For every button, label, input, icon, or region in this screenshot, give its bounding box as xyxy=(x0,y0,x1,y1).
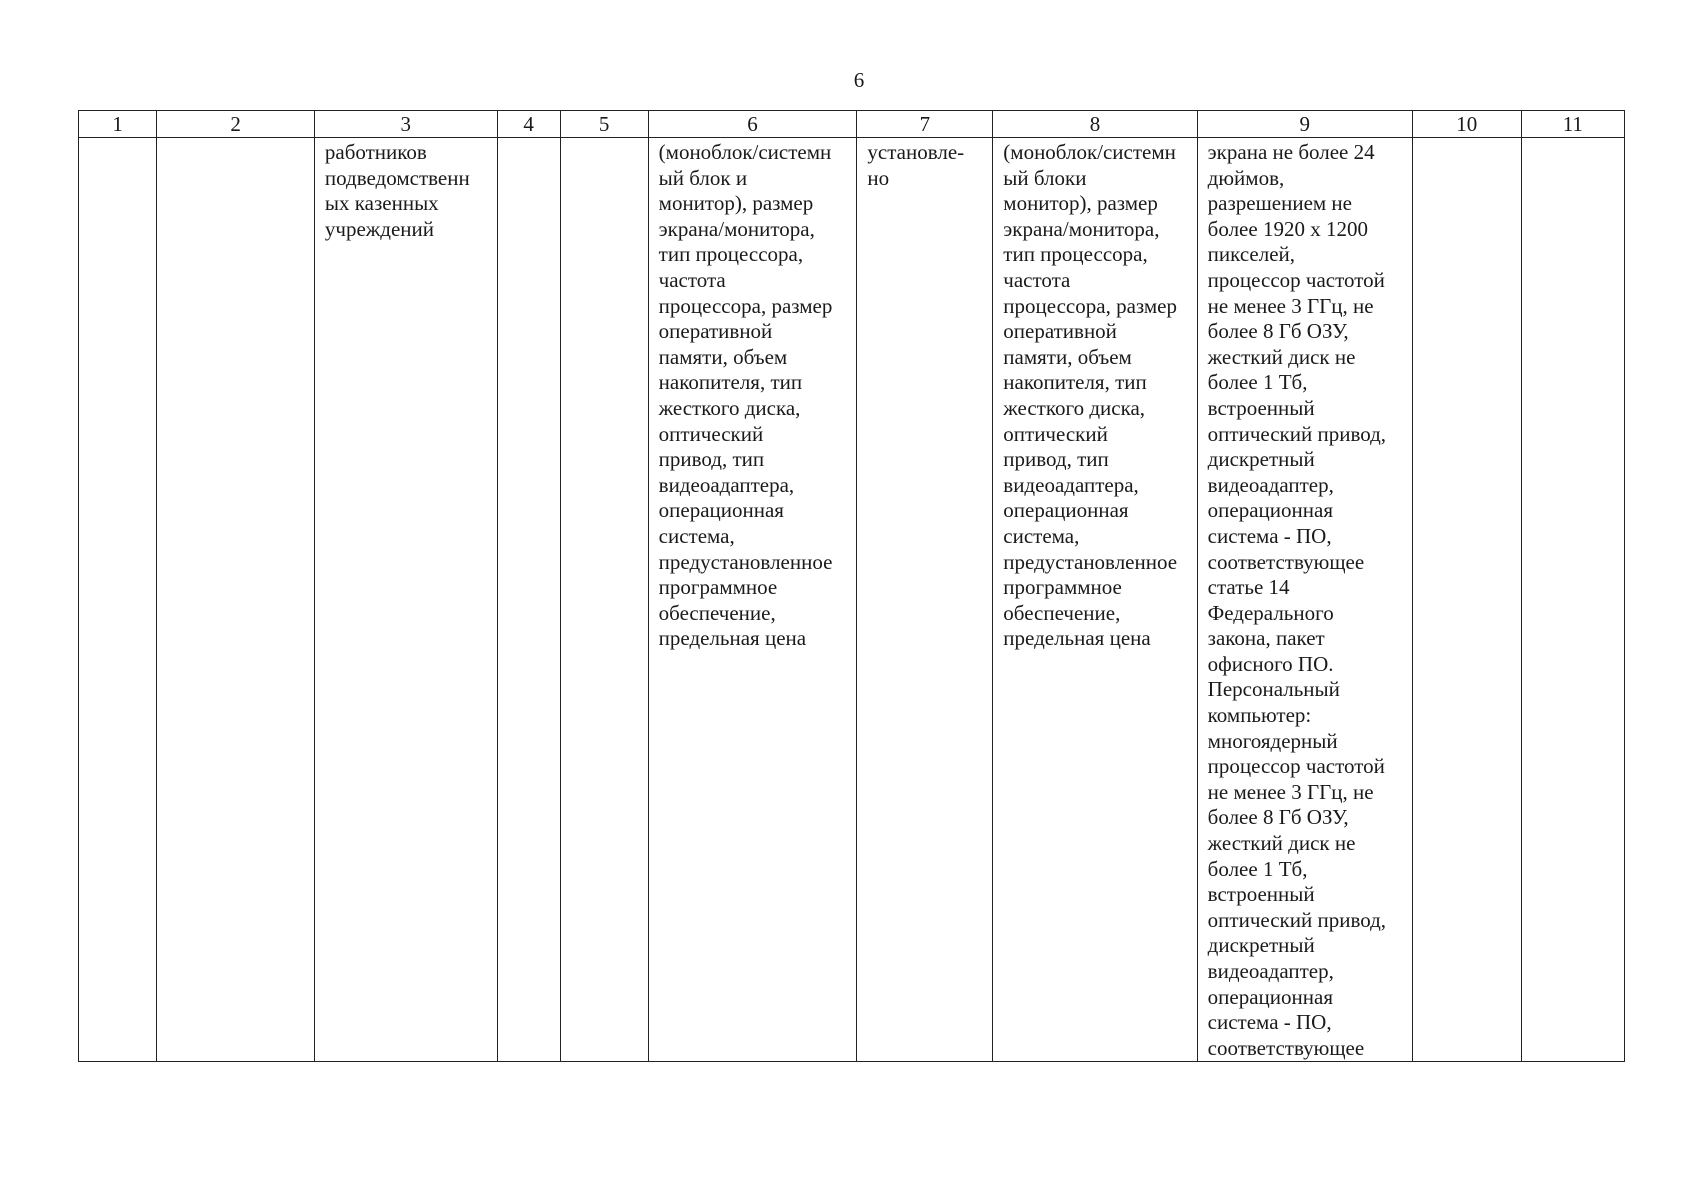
table-cell-col2 xyxy=(157,138,315,1062)
table-cell-col5 xyxy=(560,138,648,1062)
page-number: 6 xyxy=(853,68,865,92)
column-number-header: 4 xyxy=(497,111,560,138)
requirements-table xyxy=(78,110,1625,1062)
column-number-header: 9 xyxy=(1197,111,1412,138)
column-number-header: 6 xyxy=(648,111,857,138)
table-cell-col3 xyxy=(314,138,497,1062)
column-number-header: 5 xyxy=(560,111,648,138)
table-cell-col9 xyxy=(1197,138,1412,1062)
cell-text-status: установле- но xyxy=(867,140,965,190)
table-cell-col7 xyxy=(857,138,993,1062)
column-number-header: 7 xyxy=(857,111,993,138)
table-cell-col11 xyxy=(1521,138,1624,1062)
column-number-header: 2 xyxy=(157,111,315,138)
table-cell-col6 xyxy=(648,138,857,1062)
column-number-header: 8 xyxy=(993,111,1197,138)
column-number-header: 11 xyxy=(1521,111,1624,138)
table-cell-col8 xyxy=(993,138,1197,1062)
cell-text-requirements: экрана не более 24 дюймов, разрешением не более 1920 х 1200 пикселей, процессор частотой не менее 3 ГГц, не более 8 Гб ОЗУ, жесткий диск не более 1 Тб, встроенный оптический привод, дискретный видеоадаптер, операционная система - ПО, соответствующее статье 14 Федерального закона, пакет офисного ПО. Персональный компьютер: многоядерный процессор частотой не менее 3 ГГц, не более 8 Гб ОЗУ, жесткий диск не более 1 Тб, встроенный оптический привод, дискретный видеоадаптер, операционная система - ПО, соответствующее xyxy=(1207,140,1387,1060)
column-number-header: 3 xyxy=(314,111,497,138)
cell-text-characteristics-approved: (моноблок/системн ый блоки монитор), размер экрана/монитора, тип процессора, частота процессора, размер оперативной памяти, объем накопителя, тип жесткого диска, оптический привод, тип видеоадаптера, операционная система, предустановленное программное обеспечение, предельная цена xyxy=(1003,140,1178,651)
table-cell-col4 xyxy=(497,138,560,1062)
column-number-row xyxy=(79,111,1625,138)
column-number-header: 10 xyxy=(1412,111,1521,138)
cell-text-employees: работников подведомственн ых казенных учреждений xyxy=(324,140,470,241)
table-cell-col1 xyxy=(79,138,157,1062)
column-number-header: 1 xyxy=(79,111,157,138)
cell-text-characteristics: (моноблок/системн ый блок и монитор), размер экрана/монитора, тип процессора, частота процессора, размер оперативной памяти, объем накопителя, тип жесткого диска, оптический привод, тип видеоадаптера, операционная система, предустановленное программное обеспечение, предельная цена xyxy=(658,140,833,651)
table-cell-col10 xyxy=(1412,138,1521,1062)
table-row xyxy=(79,138,1625,1062)
